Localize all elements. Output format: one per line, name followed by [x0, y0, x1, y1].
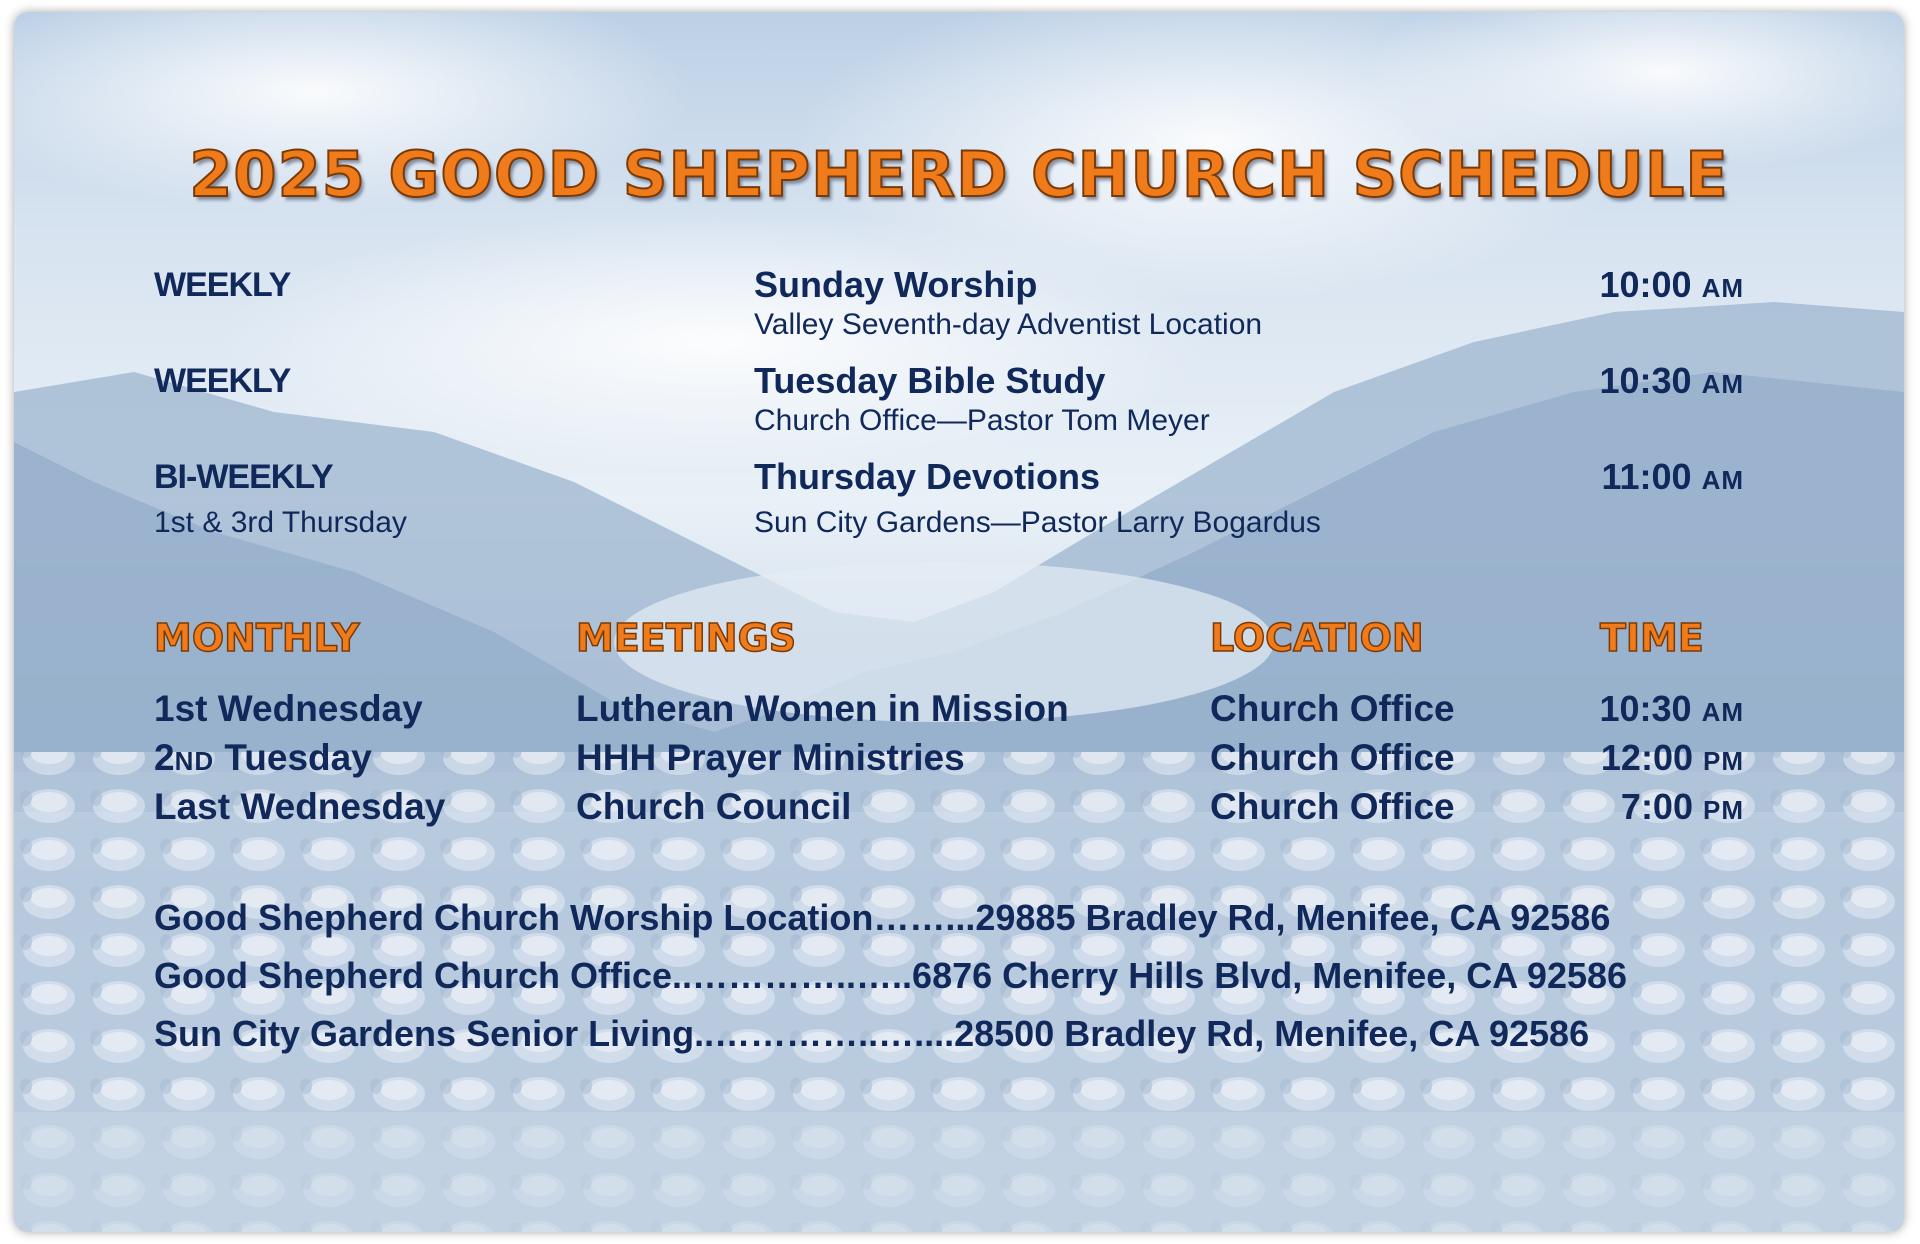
monthly-when: Last Wednesday	[154, 786, 446, 827]
monthly-meeting: Lutheran Women in Mission	[576, 688, 1069, 729]
address-line	[154, 897, 1610, 939]
time-value: 10:30	[1599, 688, 1692, 729]
frequency-label: BI-WEEKLY	[154, 458, 333, 496]
address-value: 6876 Cherry Hills Blvd, Menifee, CA 92586	[912, 955, 1628, 996]
address-name: Good Shepherd Church Office	[154, 955, 673, 996]
time-value: 12:00	[1600, 737, 1693, 778]
address-leader: ..…………..…....	[694, 1013, 955, 1054]
monthly-time	[1574, 737, 1744, 779]
time-period: AM	[1701, 273, 1744, 303]
when-ordinal-suffix: ND	[174, 746, 215, 776]
time-period: PM	[1703, 795, 1744, 825]
time-header: TIME	[1600, 616, 1704, 660]
time-value: 7:00	[1620, 786, 1693, 827]
schedule-card	[14, 12, 1904, 1232]
monthly-meeting: Church Council	[576, 786, 852, 827]
time-period: AM	[1701, 697, 1744, 727]
event-time	[1574, 456, 1744, 498]
monthly-time	[1574, 688, 1744, 730]
monthly-when	[154, 737, 372, 779]
frequency-note: 1st & 3rd Thursday	[154, 506, 407, 539]
page-title: 2025 GOOD SHEPHERD CHURCH SCHEDULE	[189, 138, 1729, 211]
location-header: LOCATION	[1210, 616, 1424, 660]
event-location: Church Office—Pastor Tom Meyer	[754, 404, 1210, 437]
time-period: AM	[1701, 465, 1744, 495]
event-name: Tuesday Bible Study	[754, 360, 1106, 401]
event-location: Valley Seventh-day Adventist Location	[754, 308, 1263, 341]
monthly-location: Church Office	[1210, 786, 1455, 827]
address-line	[154, 955, 1627, 997]
meetings-header: MEETINGS	[576, 616, 797, 660]
event-time	[1574, 360, 1744, 402]
frequency-label: WEEKLY	[154, 362, 291, 400]
event-name: Thursday Devotions	[754, 456, 1101, 497]
time-value: 10:30	[1599, 360, 1692, 401]
address-line	[154, 1013, 1589, 1055]
time-value: 10:00	[1599, 264, 1692, 305]
time-value: 11:00	[1601, 456, 1692, 497]
when-day: Tuesday	[214, 737, 372, 778]
address-leader: ..…………..…..	[672, 955, 913, 996]
event-name: Sunday Worship	[754, 264, 1038, 305]
time-period: PM	[1703, 746, 1744, 776]
monthly-meeting: HHH Prayer Ministries	[576, 737, 965, 778]
time-period: AM	[1701, 369, 1744, 399]
monthly-time	[1574, 786, 1744, 828]
event-location: Sun City Gardens—Pastor Larry Bogardus	[754, 506, 1321, 539]
address-name: Good Shepherd Church Worship Location	[154, 897, 874, 938]
event-time	[1574, 264, 1744, 306]
monthly-when: 1st Wednesday	[154, 688, 423, 729]
address-name: Sun City Gardens Senior Living	[154, 1013, 695, 1054]
monthly-header: MONTHLY	[154, 616, 360, 660]
address-leader: ……...	[873, 897, 976, 938]
when-ordinal: 2	[154, 737, 175, 778]
monthly-location: Church Office	[1210, 737, 1455, 778]
monthly-location: Church Office	[1210, 688, 1455, 729]
address-value: 28500 Bradley Rd, Menifee, CA 92586	[954, 1013, 1590, 1054]
frequency-label: WEEKLY	[154, 266, 291, 304]
address-value: 29885 Bradley Rd, Menifee, CA 92586	[975, 897, 1611, 938]
